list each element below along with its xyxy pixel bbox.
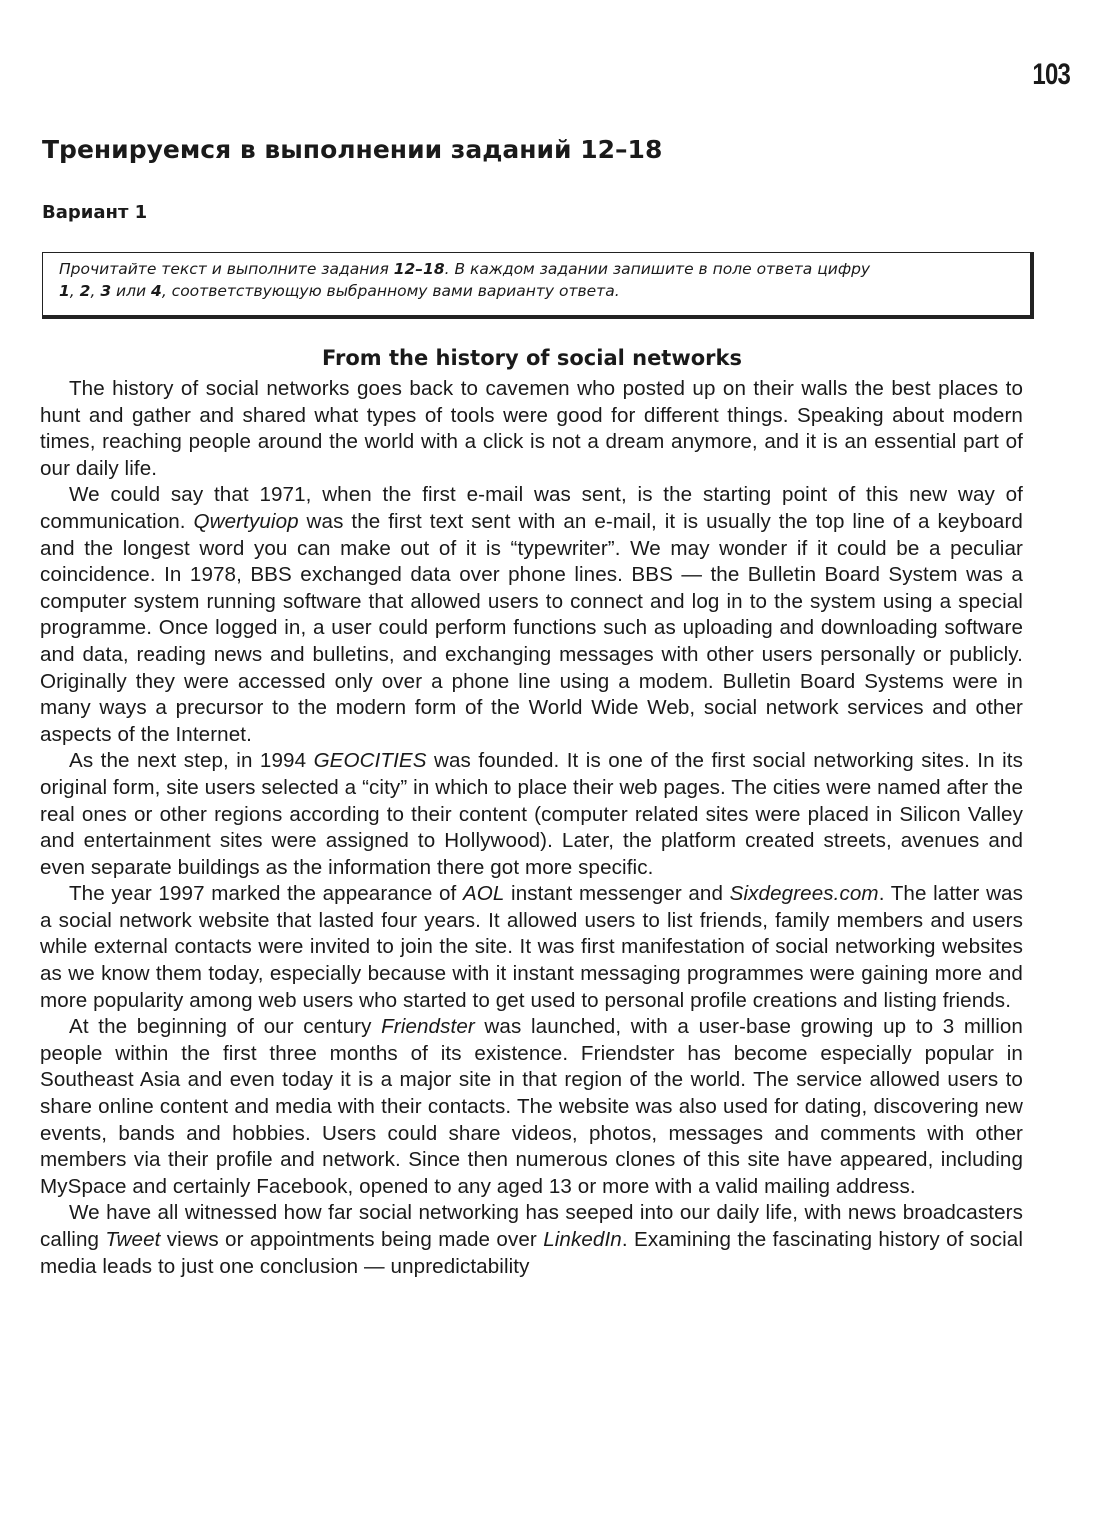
paragraph-text: . The latter was a social network website that lasted four years. It allowed users to list friends, family members and users while external contacts were invited to join the site. It was first manifestation of social networking websites as we know them today, especially because with it instant messaging programmes were gaining more and more popularity among web users who started to get used to personal profile creations and listing friends. bbox=[40, 882, 1023, 1012]
paragraph bbox=[40, 881, 1023, 1014]
instruction-text: Прочитайте текст и выполните задания bbox=[59, 260, 394, 278]
article-title: From the history of social networks bbox=[322, 346, 742, 370]
paragraph-text: views or appointments being made over bbox=[160, 1228, 544, 1251]
emphasis: LinkedIn bbox=[543, 1228, 622, 1251]
paragraph bbox=[40, 1014, 1023, 1200]
answer-digit: 4 bbox=[151, 282, 162, 300]
section-title: Тренируемся в выполнении заданий 12–18 bbox=[42, 135, 663, 164]
answer-digit: 2 bbox=[79, 282, 91, 300]
article-body bbox=[40, 376, 1023, 1280]
emphasis: GEOCITIES bbox=[313, 749, 427, 773]
instruction-text: , bbox=[90, 282, 101, 300]
instruction-text: , соответствующую выбранному вами варианту ответа. bbox=[161, 282, 620, 300]
answer-digit: 1 bbox=[59, 282, 70, 300]
paragraph-text: was founded. It is one of the first social networking sites. In its original form, site users selected a “city” in which to place their web pages. The cities were named after the real ones or other regions according to their content (computer related sites were placed in Silicon Valley and entertainment sites were assigned to Hollywood). Later, the platform created streets, avenues and even separate buildings as the information there got more specific. bbox=[40, 749, 1023, 879]
page-number: 103 bbox=[1032, 58, 1070, 91]
paragraph bbox=[40, 1200, 1023, 1280]
emphasis: Qwertyuiop bbox=[193, 509, 299, 533]
paragraph-text: instant messenger and bbox=[504, 882, 730, 906]
paragraph bbox=[40, 482, 1023, 748]
paragraph-text: At the beginning of our century bbox=[69, 1015, 382, 1039]
emphasis: Tweet bbox=[105, 1228, 161, 1251]
paragraph bbox=[40, 376, 1023, 482]
paragraph bbox=[40, 748, 1023, 881]
emphasis: Sixdegrees.com bbox=[729, 882, 879, 906]
task-range: 12–18 bbox=[393, 260, 445, 278]
instruction-text: или bbox=[111, 282, 152, 300]
paragraph-text: We could say that 1971, when the first e-mail was sent, is the starting point of this new way of communication. bbox=[40, 483, 1023, 533]
paragraph-text: . Examining the fascinating history of social media leads to just one conclusion — unpredictability bbox=[40, 1228, 1024, 1278]
emphasis: AOL bbox=[462, 882, 505, 906]
emphasis: Friendster bbox=[381, 1015, 475, 1039]
paragraph-text: was the first text sent with an e-mail, it is usually the top line of a keyboard and the longest word you can make out of it is “typewriter”. We may wonder if it could be a peculiar coincidence. In 1978, BBS exchanged data over phone lines. BBS — the Bulletin Board System was a computer system running software that allowed users to connect and log in to the system using a special programme. Once logged in, a user could perform functions such as uploading and downloading software and data, reading news and bulletins, and exchanging messages with other users personally or publicly. Originally they were accessed only over a phone line using a modem. Bulletin Board Systems were in many ways a precursor to the modern form of the World Wide Web, social network services and other aspects of the Internet. bbox=[40, 509, 1023, 746]
variant-label: Вариант 1 bbox=[42, 202, 148, 223]
paragraph-text: was launched, with a user-base growing up to 3 million people within the first three months of its existence. Friendster has become especially popular in Southeast Asia and even today it is a major site in that region of the world. The service allowed users to share online content and media with their contacts. The website was also used for dating, discovering new events, bands and hobbies. Users could share videos, photos, messages and comments with other members via their profile and network. Since then numerous clones of this site have appeared, including MySpace and certainly Facebook, opened to any aged 13 or more with a valid mailing address. bbox=[40, 1015, 1023, 1198]
answer-digit: 3 bbox=[100, 282, 112, 300]
instruction-box bbox=[42, 252, 1034, 319]
paragraph-text: The year 1997 marked the appearance of bbox=[69, 882, 463, 906]
instruction-text: , bbox=[69, 282, 80, 300]
paragraph-text: As the next step, in 1994 bbox=[69, 749, 314, 773]
paragraph-text: We have all witnessed how far social networking has seeped into our daily life, with news broadcasters calling bbox=[40, 1201, 1023, 1251]
paragraph-text: The history of social networks goes back to cavemen who posted up on their walls the best places to hunt and gather and shared what types of tools were good for different things. Speaking about modern times, reaching people around the world with a click is not a dream anymore, and it is an essential part of our daily life. bbox=[40, 377, 1023, 480]
instruction-text: . В каждом задании запишите в поле ответа цифру bbox=[444, 260, 871, 278]
